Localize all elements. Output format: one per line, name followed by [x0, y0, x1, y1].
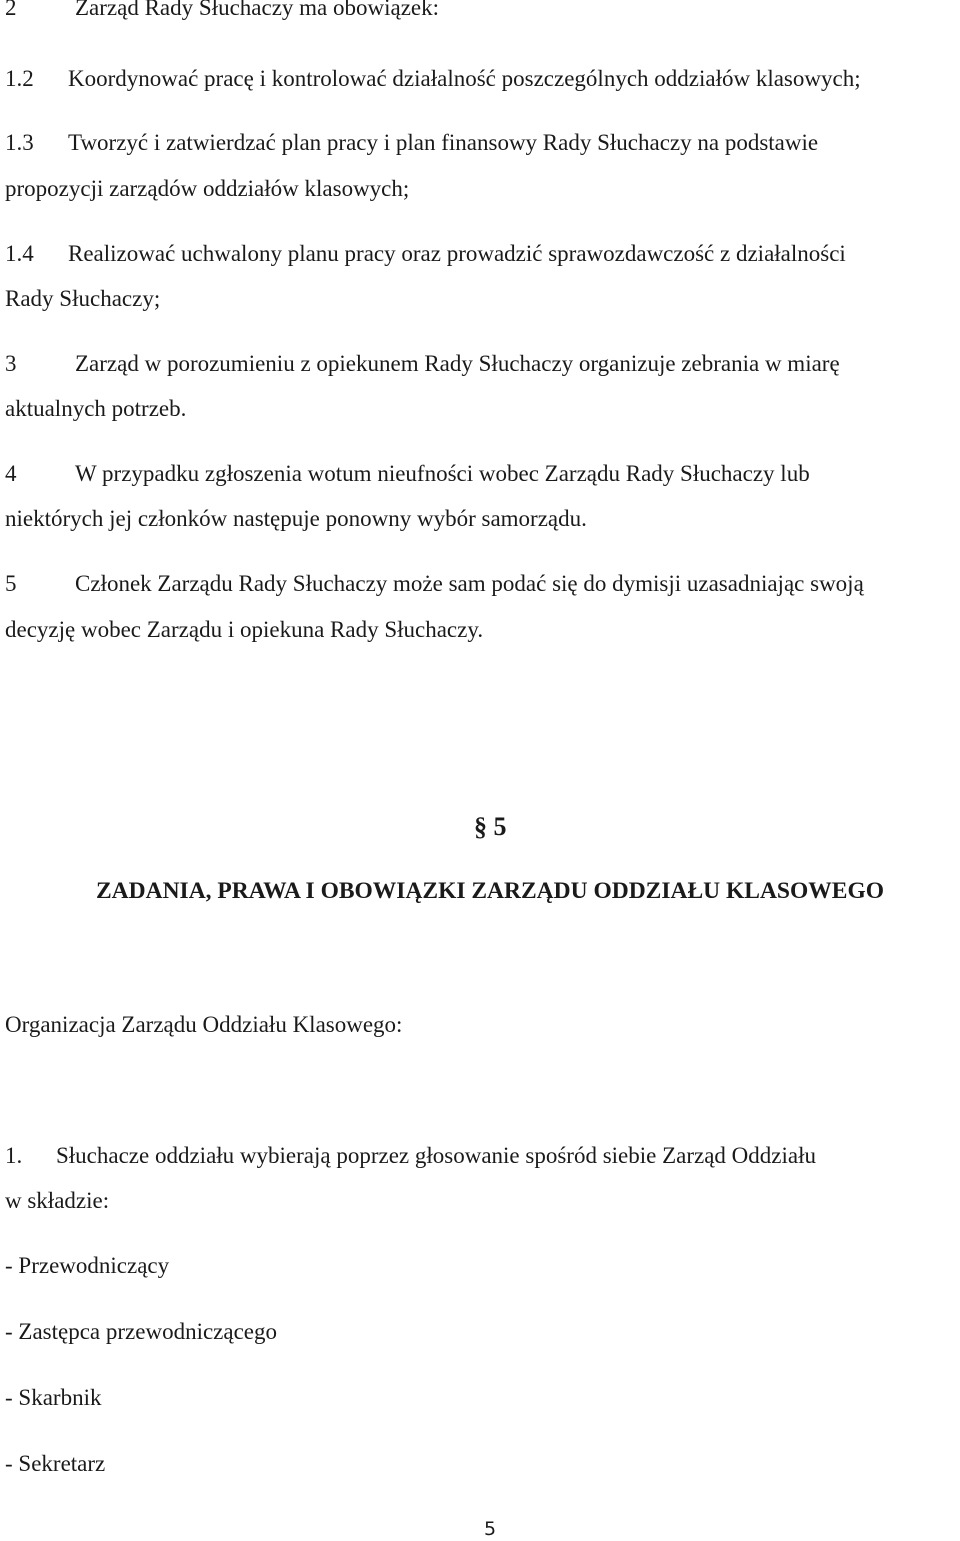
item-number: 2 — [5, 0, 17, 20]
item-number: 1.4 — [5, 241, 34, 266]
item-number: 1. — [5, 1143, 23, 1168]
page-number: 5 — [483, 1518, 497, 1540]
item-number: 4 — [5, 461, 17, 486]
item-5 — [5, 570, 864, 598]
item-text: Zarząd w porozumieniu z opiekunem Rady Słuchaczy organizuje zebrania w miarę — [75, 351, 840, 376]
role-item: - Skarbnik — [5, 1385, 102, 1410]
item-number: 1.3 — [5, 130, 34, 155]
item-3-continued: aktualnych potrzeb. — [5, 396, 187, 421]
item-1-4-continued: Rady Słuchaczy; — [5, 286, 161, 311]
paragraph-1-continued: w składzie: — [5, 1188, 110, 1213]
item-3 — [5, 350, 840, 378]
section-heading: ZADANIA, PRAWA I OBOWIĄZKI ZARZĄDU ODDZIAŁU KLASOWEGO — [95, 878, 885, 904]
item-number: 1.2 — [5, 66, 34, 91]
item-text: W przypadku zgłoszenia wotum nieufności wobec Zarządu Rady Słuchaczy lub — [75, 461, 810, 486]
item-text: Tworzyć i zatwierdzać plan pracy i plan finansowy Rady Słuchaczy na podstawie — [68, 130, 819, 155]
item-5-continued: decyzję wobec Zarządu i opiekuna Rady Słuchaczy. — [5, 617, 484, 642]
paragraph-1 — [5, 1142, 816, 1170]
section-sign: § 5 — [474, 812, 507, 841]
item-text: Realizować uchwalony planu pracy oraz prowadzić sprawozdawczość z działalności — [68, 241, 846, 266]
item-text: Koordynować pracę i kontrolować działalność poszczególnych oddziałów klasowych; — [68, 66, 861, 91]
item-1-2 — [5, 65, 861, 93]
item-text: Słuchacze oddziału wybierają poprzez głosowanie spośród siebie Zarząd Oddziału — [56, 1143, 816, 1168]
item-4-continued: niektórych jej członków następuje ponowny wybór samorządu. — [5, 506, 587, 531]
role-item: - Przewodniczący — [5, 1253, 170, 1278]
role-item: - Sekretarz — [5, 1451, 106, 1476]
item-4 — [5, 460, 810, 488]
item-text: Zarząd Rady Słuchaczy ma obowiązek: — [75, 0, 440, 20]
item-2 — [5, 0, 439, 22]
subheading: Organizacja Zarządu Oddziału Klasowego: — [5, 1012, 403, 1037]
item-text: Członek Zarządu Rady Słuchaczy może sam podać się do dymisji uzasadniając swoją — [75, 571, 864, 596]
item-number: 3 — [5, 351, 17, 376]
role-item: - Zastępca przewodniczącego — [5, 1319, 278, 1344]
item-number: 5 — [5, 571, 17, 596]
item-1-3 — [5, 129, 818, 157]
item-1-4 — [5, 240, 846, 268]
item-1-3-continued: propozycji zarządów oddziałów klasowych; — [5, 176, 410, 201]
